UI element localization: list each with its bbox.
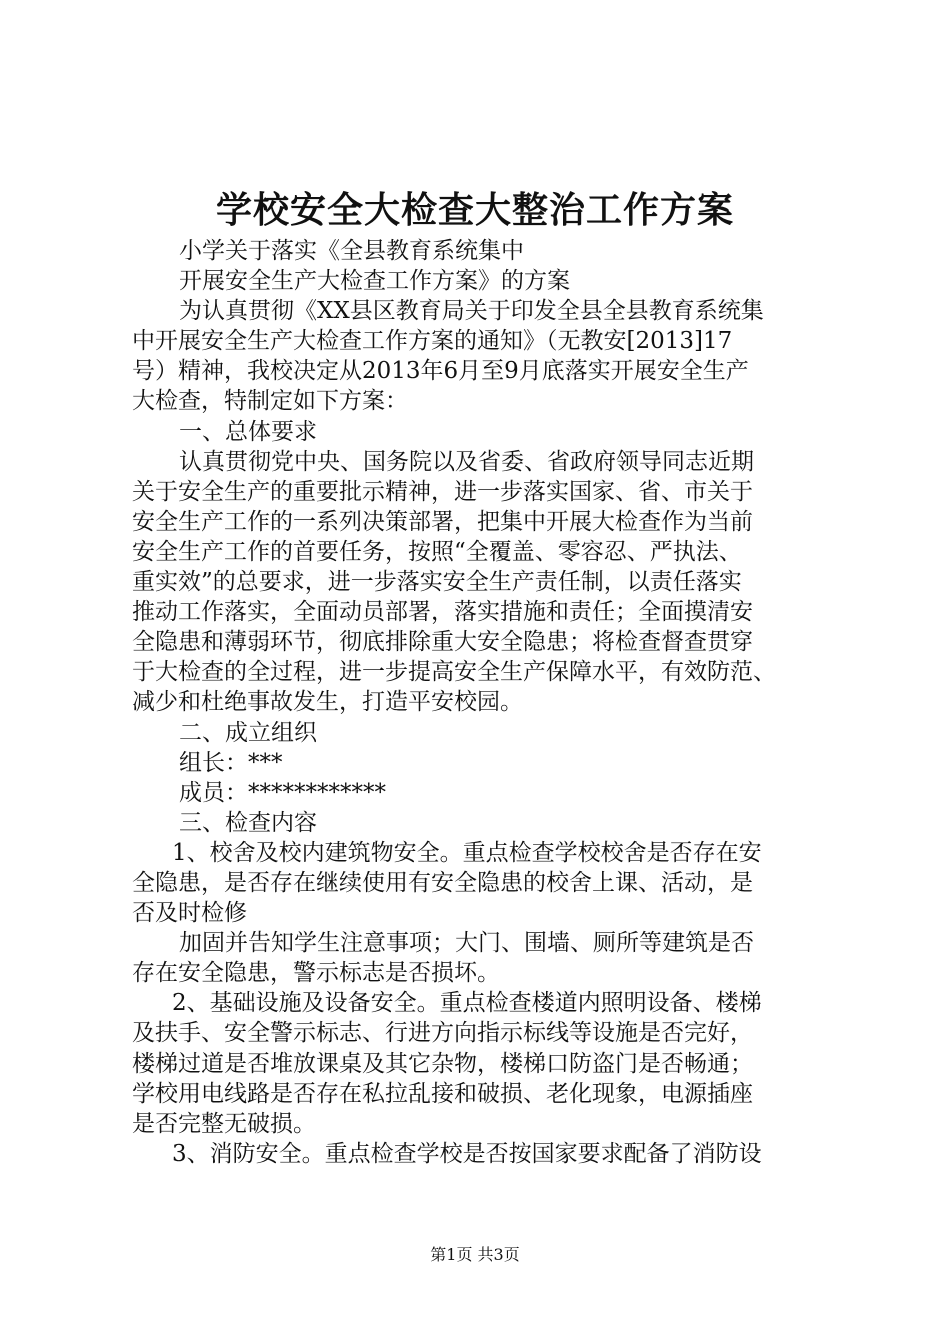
section-heading: 一、总体要求 [179, 418, 317, 445]
paragraph-line: 大检查，特制定如下方案： [132, 388, 408, 415]
paragraph-line: 及扶手、安全警示标志、行进方向指示标线等设施是否完好， [132, 1020, 753, 1047]
paragraph-line: 2、基础设施及设备安全。重点检查楼道内照明设备、楼梯 [172, 990, 762, 1017]
subtitle-line-2: 开展安全生产大检查工作方案》的方案 [179, 268, 570, 295]
leader-line: 组长：*** [179, 749, 283, 776]
paragraph-line: 安全生产工作的首要任务，按照“全覆盖、零容忍、严执法、 [132, 538, 742, 565]
section-heading: 三、检查内容 [179, 809, 317, 836]
document-title: 学校安全大检查大整治工作方案 [215, 189, 734, 231]
paragraph-line: 于大检查的全过程，进一步提高安全生产保障水平，有效防范、 [132, 659, 776, 686]
paragraph-line: 3、消防安全。重点检查学校是否按国家要求配备了消防设 [172, 1140, 762, 1167]
paragraph-line: 加固并告知学生注意事项；大门、围墙、厕所等建筑是否 [179, 930, 754, 957]
paragraph-line: 全隐患，是否存在继续使用有安全隐患的校舍上课、活动，是 [132, 869, 753, 896]
paragraph-line: 关于安全生产的重要批示精神，进一步落实国家、省、市关于 [132, 478, 753, 505]
paragraph-line: 存在安全隐患，警示标志是否损坏。 [132, 960, 500, 987]
paragraph-line: 推动工作落实，全面动员部署，落实措施和责任；全面摸清安 [132, 599, 753, 626]
paragraph-line: 为认真贯彻《XX县区教育局关于印发全县全县教育系统集 [179, 298, 764, 325]
paragraph-line: 号）精神，我校决定从2013年6月至9月底落实开展安全生产 [132, 358, 749, 385]
paragraph-line: 楼梯过道是否堆放课桌及其它杂物，楼梯口防盗门是否畅通； [132, 1050, 753, 1077]
section-heading: 二、成立组织 [179, 719, 317, 746]
paragraph-line: 认真贯彻党中央、国务院以及省委、省政府领导同志近期 [179, 448, 754, 475]
paragraph-line: 减少和杜绝事故发生，打造平安校园。 [132, 689, 523, 716]
paragraph-line: 中开展安全生产大检查工作方案的通知》（无教安[2013]17 [132, 328, 733, 355]
paragraph-line: 学校用电线路是否存在私拉乱接和破损、老化现象，电源插座 [132, 1080, 753, 1107]
paragraph-line: 是否完整无破损。 [132, 1110, 316, 1137]
members-line: 成员：************ [179, 779, 386, 806]
paragraph-line: 重实效”的总要求，进一步落实安全生产责任制，以责任落实 [132, 569, 742, 596]
subtitle-line-1: 小学关于落实《全县教育系统集中 [179, 238, 524, 264]
paragraph-line: 全隐患和薄弱环节，彻底排除重大安全隐患；将检查督查贯穿 [132, 629, 753, 656]
paragraph-line: 1、校舍及校内建筑物安全。重点检查学校校舍是否存在安 [172, 839, 762, 866]
document-body [132, 236, 852, 1169]
paragraph-line: 否及时检修 [132, 900, 247, 927]
paragraph-line: 安全生产工作的一系列决策部署，把集中开展大检查作为当前 [132, 508, 753, 535]
page-footer: 第1页 共3页 [430, 1245, 520, 1264]
